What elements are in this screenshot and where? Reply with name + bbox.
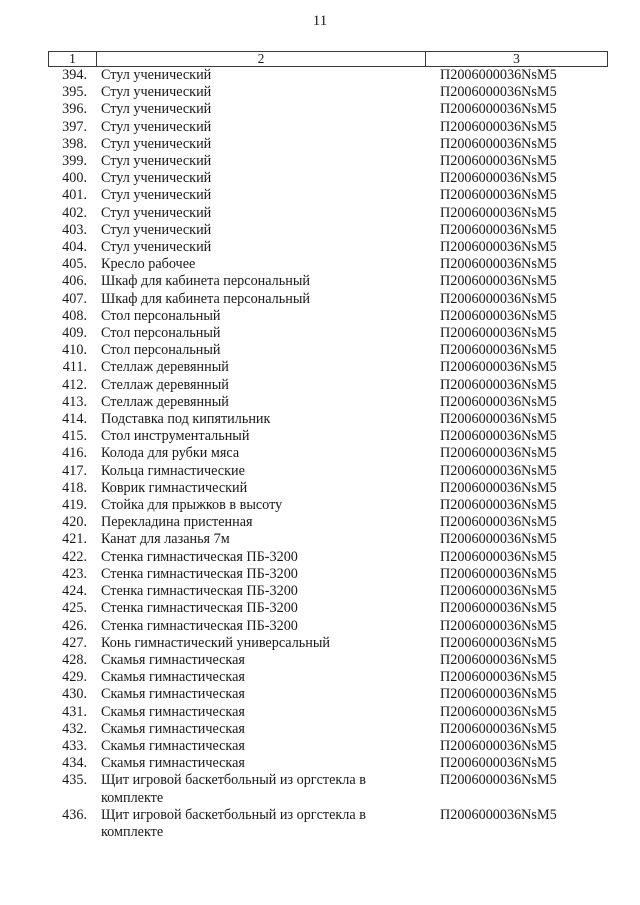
table-row [0,342,640,359]
inventory-code: П2006000036NsM5 [440,118,557,135]
item-name: Шкаф для кабинета персональный [101,290,310,307]
table-row [0,67,640,84]
table-row [0,531,640,548]
row-number: 397. [62,118,87,135]
table-row [0,566,640,583]
table-row [0,222,640,239]
inventory-code: П2006000036NsM5 [440,204,557,221]
item-name: Стул ученический [101,221,212,238]
inventory-code: П2006000036NsM5 [440,342,557,359]
inventory-code: П2006000036NsM5 [440,462,557,479]
inventory-code: П2006000036NsM5 [440,772,557,789]
table-row [0,136,640,153]
row-number: 404. [62,239,87,256]
table-row [0,325,640,342]
inventory-code: П2006000036NsM5 [440,755,557,772]
item-name: Колода для рубки мяса [101,445,240,462]
row-number: 399. [62,153,87,170]
row-number: 432. [62,720,87,737]
item-name: Стеллаж деревянный [101,393,229,410]
row-number: 430. [62,686,87,703]
table-row [0,738,640,755]
inventory-code: П2006000036NsM5 [440,548,557,565]
inventory-code: П2006000036NsM5 [440,359,557,376]
item-name: Стол персональный [101,307,221,324]
row-number: 400. [62,170,87,187]
table-row [0,652,640,669]
row-number: 429. [62,669,87,686]
row-number: 436. [62,806,87,823]
table-row [0,153,640,170]
row-number: 401. [62,187,87,204]
table-row [0,308,640,325]
table-row [0,411,640,428]
table-row [0,359,640,376]
table-row [0,394,640,411]
table-row [0,583,640,600]
item-name: Скамья гимнастическая [101,651,245,668]
inventory-code: П2006000036NsM5 [440,565,557,582]
item-name: Стол персональный [101,342,221,359]
row-number: 418. [62,479,87,496]
row-number: 425. [62,600,87,617]
row-number: 423. [62,565,87,582]
item-name: Щит игровой баскетбольный из оргстекла в комплекте [101,806,366,840]
inventory-code: П2006000036NsM5 [440,669,557,686]
row-number: 408. [62,307,87,324]
item-name: Стул ученический [101,153,212,170]
table-row [0,119,640,136]
table-row [0,669,640,686]
row-number: 409. [62,325,87,342]
table-row [0,84,640,101]
inventory-code: П2006000036NsM5 [440,325,557,342]
row-number: 424. [62,583,87,600]
inventory-code: П2006000036NsM5 [440,135,557,152]
item-name: Стенка гимнастическая ПБ-3200 [101,565,298,582]
table-row [0,807,640,841]
table-row [0,463,640,480]
row-number: 405. [62,256,87,273]
row-number: 398. [62,135,87,152]
table-row [0,514,640,531]
page-number: 11 [312,13,328,29]
table-row [0,239,640,256]
inventory-code: П2006000036NsM5 [440,393,557,410]
item-name: Перекладина пристенная [101,514,253,531]
table-header [48,51,608,67]
inventory-code: П2006000036NsM5 [440,737,557,754]
item-name: Скамья гимнастическая [101,686,245,703]
inventory-code: П2006000036NsM5 [440,720,557,737]
row-number: 419. [62,497,87,514]
table-row [0,721,640,738]
inventory-code: П2006000036NsM5 [440,686,557,703]
row-number: 413. [62,393,87,410]
row-number: 403. [62,221,87,238]
table-row [0,445,640,462]
item-name: Стенка гимнастическая ПБ-3200 [101,600,298,617]
inventory-code: П2006000036NsM5 [440,273,557,290]
header-col-3: 3 [513,51,520,66]
item-name: Щит игровой баскетбольный из оргстекла в комплекте [101,772,366,806]
row-number: 433. [62,737,87,754]
inventory-code: П2006000036NsM5 [440,153,557,170]
inventory-code: П2006000036NsM5 [440,514,557,531]
row-number: 396. [62,101,87,118]
row-number: 395. [62,84,87,101]
inventory-code: П2006000036NsM5 [440,497,557,514]
item-name: Стул ученический [101,118,212,135]
item-name: Кресло рабочее [101,256,196,273]
inventory-code: П2006000036NsM5 [440,806,557,823]
inventory-table-body [0,67,640,841]
item-name: Стенка гимнастическая ПБ-3200 [101,583,298,600]
item-name: Скамья гимнастическая [101,755,245,772]
inventory-code: П2006000036NsM5 [440,583,557,600]
row-number: 414. [62,411,87,428]
table-row [0,377,640,394]
item-name: Стол инструментальный [101,428,250,445]
row-number: 417. [62,462,87,479]
inventory-code: П2006000036NsM5 [440,376,557,393]
item-name: Конь гимнастический универсальный [101,634,330,651]
inventory-code: П2006000036NsM5 [440,703,557,720]
row-number: 434. [62,755,87,772]
item-name: Стойка для прыжков в высоту [101,497,283,514]
table-row [0,618,640,635]
item-name: Скамья гимнастическая [101,703,245,720]
inventory-code: П2006000036NsM5 [440,290,557,307]
item-name: Канат для лазанья 7м [101,531,230,548]
table-row [0,686,640,703]
row-number: 427. [62,634,87,651]
row-number: 421. [62,531,87,548]
row-number: 435. [62,772,87,789]
item-name: Коврик гимнастический [101,479,248,496]
inventory-code: П2006000036NsM5 [440,651,557,668]
inventory-code: П2006000036NsM5 [440,101,557,118]
inventory-code: П2006000036NsM5 [440,307,557,324]
item-name: Стул ученический [101,239,212,256]
table-row [0,755,640,772]
item-name: Подставка под кипятильник [101,411,271,428]
inventory-code: П2006000036NsM5 [440,445,557,462]
row-number: 420. [62,514,87,531]
item-name: Кольца гимнастические [101,462,245,479]
table-row [0,772,640,806]
inventory-code: П2006000036NsM5 [440,239,557,256]
inventory-code: П2006000036NsM5 [440,479,557,496]
inventory-code: П2006000036NsM5 [440,531,557,548]
table-row [0,497,640,514]
table-row [0,256,640,273]
row-number: 416. [62,445,87,462]
table-row [0,205,640,222]
item-name: Стул ученический [101,135,212,152]
item-name: Стул ученический [101,101,212,118]
row-number: 394. [62,67,87,83]
row-number: 407. [62,290,87,307]
item-name: Шкаф для кабинета персональный [101,273,310,290]
row-number: 415. [62,428,87,445]
inventory-code: П2006000036NsM5 [440,84,557,101]
table-row [0,480,640,497]
row-number: 410. [62,342,87,359]
table-row [0,428,640,445]
item-name: Стул ученический [101,170,212,187]
item-name: Стул ученический [101,204,212,221]
table-row [0,291,640,308]
row-number: 412. [62,376,87,393]
item-name: Скамья гимнастическая [101,669,245,686]
row-number: 406. [62,273,87,290]
inventory-code: П2006000036NsM5 [440,600,557,617]
item-name: Скамья гимнастическая [101,737,245,754]
table-row [0,170,640,187]
row-number: 428. [62,651,87,668]
inventory-code: П2006000036NsM5 [440,256,557,273]
item-name: Стеллаж деревянный [101,376,229,393]
item-name: Стенка гимнастическая ПБ-3200 [101,617,298,634]
table-row [0,600,640,617]
item-name: Стеллаж деревянный [101,359,229,376]
inventory-code: П2006000036NsM5 [440,170,557,187]
inventory-code: П2006000036NsM5 [440,67,557,83]
table-row [0,549,640,566]
inventory-code: П2006000036NsM5 [440,617,557,634]
row-number: 431. [62,703,87,720]
header-col-1: 1 [49,52,97,66]
row-number: 426. [62,617,87,634]
item-name: Стол персональный [101,325,221,342]
row-number: 422. [62,548,87,565]
row-number: 411. [62,359,87,376]
row-number: 402. [62,204,87,221]
inventory-code: П2006000036NsM5 [440,411,557,428]
item-name: Стенка гимнастическая ПБ-3200 [101,548,298,565]
inventory-code: П2006000036NsM5 [440,634,557,651]
item-name: Стул ученический [101,84,212,101]
table-row [0,187,640,204]
inventory-code: П2006000036NsM5 [440,428,557,445]
item-name: Стул ученический [101,187,212,204]
item-name: Скамья гимнастическая [101,720,245,737]
inventory-code: П2006000036NsM5 [440,187,557,204]
table-row [0,704,640,721]
item-name: Стул ученический [101,67,212,83]
table-row [0,635,640,652]
header-col-2: 2 [97,52,426,66]
table-row [0,273,640,290]
inventory-code: П2006000036NsM5 [440,221,557,238]
table-row [0,101,640,118]
